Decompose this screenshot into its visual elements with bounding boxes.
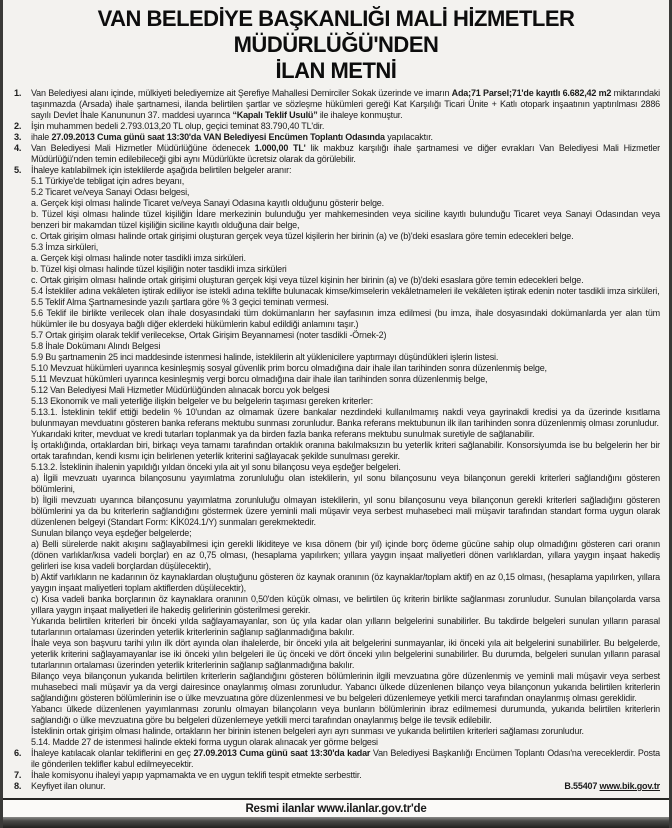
sub-item bbox=[31, 297, 660, 308]
text-segment: 5.6 Teklif ile birlikte verilecek olan ihale dosyasındaki tüm dokümanların her sayfasının imza edilmesi (bu imza, ihale dosyasındaki dokümanlarda yer alan tüm hükümler ile bu dosyaya bağlı diğer eklerdeki hükümlerin kabul edildiği anlamını taşır.) bbox=[31, 308, 660, 329]
sub-item bbox=[31, 572, 660, 594]
item-content bbox=[31, 143, 660, 165]
text-segment: 5.10 Mevzuat hükümleri uyarınca kesinleşmiş sosyal güvenlik prim borcu olmadığına dair ihale ilan tarihinden sonra düzenlenmiş belge, bbox=[31, 363, 547, 373]
text-segment: ihale bbox=[31, 132, 52, 142]
item-content bbox=[31, 88, 660, 121]
item-number: 8. bbox=[14, 781, 22, 791]
sub-item bbox=[31, 198, 660, 209]
item-text bbox=[31, 748, 660, 770]
text-segment: İsteklinin ortak girişim olması halinde, ortakların her birinin istenen belgeleri ayrı ayrı sunması ve yukarıda belirtilen kriterleri sağlaması zorunludur. bbox=[31, 726, 584, 736]
text-segment: İhale komisyonu ihaleyi yapıp yapmamakta ve en uygun teklifi tespit etmekte serbesttir. bbox=[31, 770, 362, 780]
item-text bbox=[31, 781, 105, 792]
sub-item bbox=[31, 462, 660, 473]
sub-item bbox=[31, 209, 660, 231]
footer-bar bbox=[3, 798, 669, 817]
text-segment: a. Gerçek kişi olması halinde Ticaret ve/veya Sanayi Odasına kayıtlı olduğunu gösterir belge. bbox=[31, 198, 384, 208]
item-content bbox=[31, 770, 660, 781]
sub-item bbox=[31, 275, 660, 286]
text-segment: “Kapalı Teklif Usulü” bbox=[232, 110, 318, 120]
item-content bbox=[31, 121, 660, 132]
list-item bbox=[14, 781, 660, 792]
item-text bbox=[31, 121, 660, 132]
text-segment: ile ihaleye konmuştur. bbox=[317, 110, 403, 120]
reference-number bbox=[564, 781, 660, 792]
text-segment: Bilanço veya bilançonun yukarıda belirtilen kriterlerin sağlandığını gösteren bölümlerinin ilgili mevzuatına göre düzenlenmiş ve yeminli mali müşavir veya serbest muhasebeci mali müşavir ya da vergi dairesince onaylanmış olması zorunludur. Yabancı ülkede düzenlenen bilanço veya bilançonun yukarıda belirtilen kriterlerin sağlandığını gösteren bölümlerinin ise o ülke mevzuatına göre düzenlenmesi ve bu belgeleri düzenlemeye yetkili merci tarafından onaylanmış olması gereklidir. bbox=[31, 671, 660, 703]
item-number: 7. bbox=[14, 770, 22, 780]
text-segment: Van Belediyesi Başkanlığı Encümen Toplantı Odası'na vereceklerdir. Posta ile gönderilen teklifler kabul edilmeyecektir. bbox=[31, 748, 660, 769]
sub-item bbox=[31, 286, 660, 297]
text-segment: İhale veya son başvuru tarihi yılın ilk dört ayında olan ihalelerde, bir önceki yıla ait belgelerini sunmayanlar, iki önceki yıla ait belgelerini sunabilirler. Bu belgelerde, yeterlik kriterini sağlayamayanlar ise iki önceki yılın belgeleri ile üç önceki ve dört önceki yılın belgelerini sunabilirler. Bu durumda, belgeleri sunulan yılların parasal tutarlarının ortalaması üzerinden yeterlik kriterlerinin sağlanıp sağlanmadığına bakılır. bbox=[31, 638, 660, 670]
text-segment: Van Belediyesi Mali Hizmetler Müdürlüğüne ödenecek bbox=[31, 143, 255, 153]
text-segment: İş ortaklığında, ortaklardan biri, birkaçı veya tamamı tarafından ortaklık oranına bakılmaksızın bu yeterlik kriteri sağlanabilir. Konsorsiyumda ise bu belgelerin her bir ortak tarafından, kendi kısmı için belirlenen yeterlik kriterini sağlayacak şekilde sunulması gerekir. bbox=[31, 440, 660, 461]
item-content bbox=[31, 781, 660, 792]
sub-item bbox=[31, 253, 660, 264]
sub-item bbox=[31, 374, 660, 385]
sub-item bbox=[31, 341, 660, 352]
sub-item bbox=[31, 407, 660, 429]
title-line-2: İLAN METNİ bbox=[275, 58, 397, 83]
sub-item bbox=[31, 363, 660, 374]
text-segment: 5.14. Madde 27 de istenmesi halinde ekteki forma uygun olarak alınacak yer görme belgesi bbox=[31, 737, 378, 747]
item-content bbox=[31, 748, 660, 770]
sub-item bbox=[31, 396, 660, 407]
list-item bbox=[14, 770, 660, 781]
announcement-list bbox=[14, 88, 660, 792]
text-segment: 5.7 Ortak girişim olarak teklif verilecekse, Ortak Girişim Beyannamesi (noter tasdikli -Örnek-2) bbox=[31, 330, 387, 340]
list-item bbox=[14, 121, 660, 132]
sub-item bbox=[31, 330, 660, 341]
item-text bbox=[31, 770, 660, 781]
text-segment: yapılacaktır. bbox=[384, 132, 433, 142]
sub-item bbox=[31, 704, 660, 726]
text-segment: b) İlgili mevzuatı uyarınca bilançosunu yayımlatma zorunluluğu olmayan isteklilerin, yıl sonu bilançosunu veya bilançonun gerekli kriterleri sağladığını gösteren bölümlerini ya da bu kriterlerin sağlandığını göstermek üzere yeminli mali müşavir veya serbest muhasebeci mali müşavir tarafından standart forma uygun olarak düzenlenen belgeyi (Standart Form: KİK024.1/Y) sunmaları gerekmektedir. bbox=[31, 495, 660, 527]
sub-item bbox=[31, 495, 660, 528]
page-title bbox=[11, 6, 661, 84]
sub-item bbox=[31, 440, 660, 462]
sub-item bbox=[31, 671, 660, 704]
item-number: 6. bbox=[14, 748, 22, 758]
text-segment: Ada;71 Parsel;71'de kayıtlı 6.682,42 m2 bbox=[451, 88, 612, 98]
sub-item bbox=[31, 638, 660, 671]
text-segment: 5.5 Teklif Alma Şartnamesinde yazılı şartlara göre % 3 geçici teminatı vermesi. bbox=[31, 297, 329, 307]
text-segment: Yukarıda belirtilen kriterleri bir önceki yılda sağlayamayanlar, son üç yıla kadar olan yılların belgelerini sunabilirler. Bu takdirde belgeleri sunulan yılların parasal tutarlarının ortalaması üzerinden yeterlik kriterlerinin sağlanıp sağlanmadığına bakılır. bbox=[31, 616, 660, 637]
sub-item bbox=[31, 539, 660, 572]
text-segment: c) Kısa vadeli banka borçlarının öz kaynaklara oranının 0,50'den küçük olması, ve belirtilen üç kriterin birlikte sağlanması zorunludur. Sunulan bilançolarda varsa yıllara yaygın inşaat maliyetleri ile hakediş gelirlerinin gösterilmesi gerekir. bbox=[31, 594, 660, 615]
sub-item bbox=[31, 726, 660, 737]
text-segment: Keyfiyet ilan olunur. bbox=[31, 781, 106, 791]
text-segment: 5.13 Ekonomik ve mali yeterliğe ilişkin belgeler ve bu belgelerin taşıması gereken kriterler: bbox=[31, 396, 373, 406]
bottom-bar bbox=[3, 817, 669, 828]
item-number: 3. bbox=[14, 132, 22, 142]
text-segment: 5.3 İmza sirküleri, bbox=[31, 242, 99, 252]
sub-item bbox=[31, 385, 660, 396]
sub-item bbox=[31, 187, 660, 198]
sub-item bbox=[31, 429, 660, 440]
text-segment: c. Ortak girişim olması halinde ortak girişimi oluşturan gerçek veya tüzel kişilerin her birinin (a) ve (b)'deki esaslara göre temin edecekleri belge. bbox=[31, 231, 574, 241]
text-segment: miktarındaki taşınmazda (Arsada) ihale şartnamesi, ilanda belirtilen şartlar ve sözleşme hükümleri gereği Kat Karşılığı Ticari Ünite + Katlı otopark inşaatının yaptırılması 2886 sayılı Devlet İhale Kanununun 37. maddesi uyarınca bbox=[31, 88, 660, 120]
footer-bar-text: Resmi ilanlar www.ilanlar.gov.tr'de bbox=[245, 802, 427, 815]
item-number: 2. bbox=[14, 121, 22, 131]
sub-item bbox=[31, 616, 660, 638]
text-segment: 5.13.2. İsteklinin ihalenin yapıldığı yıldan önceki yıla ait yıl sonu bilançosu veya eşdeğer belgeleri. bbox=[31, 462, 401, 472]
text-segment: 5.4 İstekliler adına vekâleten iştirak ediliyor ise istekli adına teklifte bulunacak kimse/kimselerin vekâletnameleri ile vekâleten iştirak edenin noter tasdikli imza sirküleri, bbox=[31, 286, 660, 296]
text-segment: lik makbuz karşılığı ihale şartnamesi ve diğer evrakları Van Belediyesi Mali Hizmetler Müdürlüğü'nden temin edilebileceği gibi aynı Müdürlükte ücretsiz olarak da görülebilir. bbox=[31, 143, 660, 164]
sub-item bbox=[31, 737, 660, 748]
item-number: 4. bbox=[14, 143, 22, 153]
text-segment: 5.13.1. İsteklinin teklif ettiği bedelin % 10'undan az olmamak üzere bankalar nezdindeki kullanılmamış nakdi veya gayrinakdi kredisi ya da üzerinde kısıtlama bulunmayan mevduatını gösteren banka referans mektubu sunması zorunludur. Banka referans mektubunun ilk ilan tarihinden sonra düzenlenmiş olması zorunludur. bbox=[31, 407, 660, 428]
text-segment: b. Tüzel kişi olması halinde tüzel kişiliğin noter tasdikli imza sirküleri bbox=[31, 264, 287, 274]
text-segment: İhaleye katılacak olanlar tekliflerini en geç bbox=[31, 748, 194, 758]
item-text bbox=[31, 143, 660, 165]
sub-item bbox=[31, 473, 660, 495]
text-segment: 27.09.2013 Cuma günü saat 13:30'da kadar bbox=[193, 748, 371, 758]
sub-item bbox=[31, 594, 660, 616]
list-item bbox=[14, 143, 660, 165]
text-segment: b. Tüzel kişi olması halinde tüzel kişiliğin İdare merkezinin bulunduğu yer mahkemesinden veya siciline kayıtlı bulunduğu Ticaret veya Sanayi Odasından veya benzeri bir makamdan tüzel kişiliğin siciline kayıtlı olduğuna dair belge, bbox=[31, 209, 660, 230]
text-segment: a) İlgili mevzuatı uyarınca bilançosunu yayımlatma zorunluluğu olan isteklilerin, yıl sonu bilançosunu veya bilançonun gerekli kriterleri sağlandığını gösteren bölümlerini, bbox=[31, 473, 660, 494]
text-segment: İşin muhammen bedeli 2.793.013,20 TL olup, geçici teminat 83.790,40 TL'dir. bbox=[31, 121, 325, 131]
sub-item bbox=[31, 242, 660, 253]
title-line-1: VAN BELEDİYE BAŞKANLIĞI MALİ HİZMETLER MÜDÜRLÜĞÜ'NDEN bbox=[97, 6, 575, 57]
item-content bbox=[31, 132, 660, 143]
text-segment: 27.09.2013 Cuma günü saat 13:30'da VAN Belediyesi Encümen Toplantı Odasında bbox=[51, 132, 385, 142]
sub-item bbox=[31, 176, 660, 187]
sub-item bbox=[31, 231, 660, 242]
text-segment: b) Aktif varlıkların ne kadarının öz kaynaklardan oluştuğunu gösteren öz kaynak oranının (öz kaynaklar/toplam aktif) en az 0,15 olması, (hesaplama yapılırken, yıllara yaygın inşaat maliyetleri toplam aktiflerden düşülecektir), bbox=[31, 572, 660, 593]
item-content bbox=[31, 165, 660, 748]
list-item bbox=[14, 132, 660, 143]
text-segment: 5.11 Mevzuat hükümleri uyarınca kesinleşmiş vergi borcu olmadığına dair ihale ilan tarihinden sonra düzenlenmiş belge, bbox=[31, 374, 488, 384]
text-segment: c. Ortak girişim olması halinde ortak girişimi oluşturan gerçek kişi veya tüzel kişinin her birinin (a) ve (b)'deki esaslara göre temin edecekleri belge. bbox=[31, 275, 584, 285]
sub-item bbox=[31, 264, 660, 275]
text-segment: a. Gerçek kişi olması halinde noter tasdikli imza sirküleri. bbox=[31, 253, 246, 263]
item-text bbox=[31, 88, 660, 121]
text-segment: 5.9 Bu şartnamenin 25 inci maddesinde istenmesi halinde, isteklilerin alt yüklenicilere yaptırmayı düşündükleri işlerin listesi. bbox=[31, 352, 499, 362]
text-segment: İhaleye katılabilmek için isteklilerde aşağıda belirtilen belgeler aranır: bbox=[31, 165, 292, 175]
text-segment: 5.2 Ticaret ve/veya Sanayi Odası belgesi, bbox=[31, 187, 190, 197]
list-item bbox=[14, 748, 660, 770]
text-segment: Sunulan bilanço veya eşdeğer belgelerde; bbox=[31, 528, 192, 538]
item-number: 1. bbox=[14, 88, 22, 98]
text-segment: 5.8 İhale Dokümanı Alındı Belgesi bbox=[31, 341, 161, 351]
text-segment: Yukarıdaki kriter, mevduat ve kredi tutarları toplanmak ya da birden fazla banka referans mektubu sunulmak suretiyle de sağlanabilir. bbox=[31, 429, 535, 439]
sub-item bbox=[31, 528, 660, 539]
text-segment: Van Belediyesi alanı içinde, mülkiyeti belediyemize ait Şerefiye Mahallesi Demirciler Sokak üzerinde ve imarın bbox=[31, 88, 452, 98]
item-text bbox=[31, 132, 660, 143]
text-segment: 5.12 Van Belediyesi Mali Hizmetler Müdürlüğünden alınacak borcu yok belgesi bbox=[31, 385, 330, 395]
list-item bbox=[14, 165, 660, 748]
item-number: 5. bbox=[14, 165, 22, 175]
text-segment: Yabancı ülkede düzenlenen yayımlanması zorunlu olmayan bilançoların veya bunların bölümlerinin ibraz edilmemesi durumunda, yukarıda belirtilen kriterlerin sağlandığı o ülke mevzuatına göre bu belgeleri düzenlemeye yetkili merci tarafından onaylanmış belge ile tevsik edilebilir. bbox=[31, 704, 660, 725]
item-text bbox=[31, 165, 660, 176]
sub-item bbox=[31, 308, 660, 330]
text-segment: a) Belli sürelerde nakit akışını sağlayabilmesi için gerekli likiditeye ve kısa dönem (bir yıl) içinde borç ödeme gücüne sahip olup olmadığını gösteren cari oranın (dönen varlıklar/kısa vadeli borçlar) en az 0,75 olması, (hesaplama yapılırken; yıllara yaygın inşaat maliyetleri dönen varlıklardan, yıllara yaygın inşaat hakediş gelirleri ise kısa vadeli borçlardan düşülecektir), bbox=[31, 539, 660, 571]
text-segment: B.55407 bbox=[564, 781, 600, 791]
sub-item bbox=[31, 352, 660, 363]
text-segment: 1.000,00 TL' bbox=[254, 143, 306, 153]
list-item bbox=[14, 88, 660, 121]
text-segment: 5.1 Türkiye'de tebligat için adres beyanı, bbox=[31, 176, 185, 186]
bik-link[interactable]: www.bik.gov.tr bbox=[599, 781, 660, 791]
